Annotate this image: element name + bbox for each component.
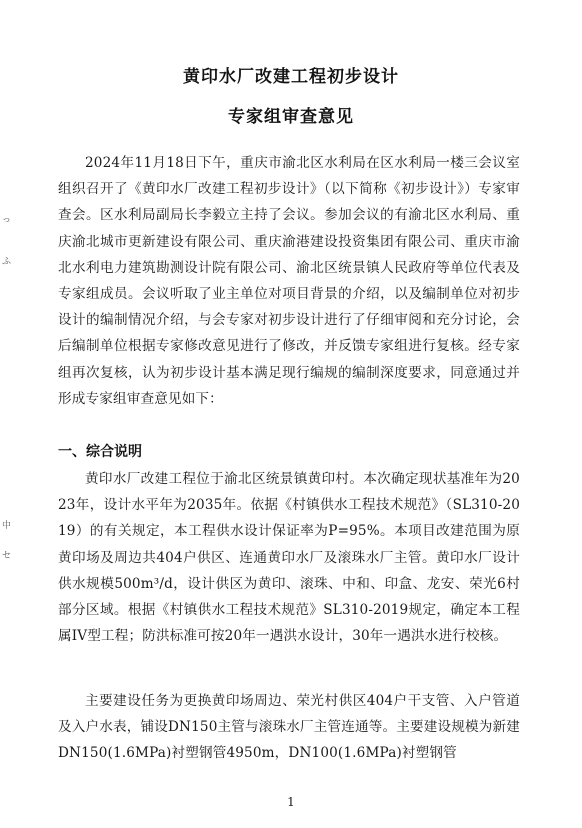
document-title: 黄印水厂改建工程初步设计 (183, 67, 399, 87)
paragraph-meeting-summary: 2024年11月18日下午，重庆市渝北区水利局在区水利局一楼三会议室组织召开了《黄印水厂改建工程初步设计》（以下简称《初步设计》）专家审查会。区水利局副局长李毅立主持了会议。参加会议的有渝北区水利局、重庆渝北城市更新建设有限公司、重庆渝港建设投资集团有限公司、重庆市渝北水利电力建筑勘测设计院有限公司、渝北区统景镇人民政府等单位代表及专家组成员。会议听取了业主单位对项目背景的介绍，以及编制单位对初步设计的编制情况介绍，与会专家对初步设计进行了仔细审阅和充分讨论，会后编制单位根据专家修改意见进行了修改，并反馈专家组进行复核。经专家组再次复核，认为初步设计基本满足现行编规的编制深度要求，同意通过并形成专家组审查意见如下： (58, 155, 520, 407)
document-subtitle: 专家组审查意见 (228, 107, 354, 127)
margin-mark: 中 (2, 521, 12, 531)
margin-mark: セ (2, 551, 12, 561)
margin-mark: ふ (2, 257, 12, 267)
section-heading-overview: 一、综合说明 (58, 444, 142, 460)
paragraph-construction-tasks: 主要建设任务为更换黄印场周边、荣光村供区404户干支管、入户管道及入户水表，铺设DN150主管与滚珠水厂主管连通等。主要建设规模为新建DN150(1.6MPa)衬塑钢管4950m，DN100(1.6MPa)衬塑钢管 (58, 693, 520, 762)
page-number: 1 (287, 795, 295, 809)
paragraph-project-overview: 黄印水厂改建工程位于渝北区统景镇黄印村。本次确定现状基准年为2023年，设计水平年为2035年。依据《村镇供水工程技术规范》（SL310-2019）的有关规定，本工程供水设计保证率为P=95%。本项目改建范围为原黄印场及周边共404户供区、连通黄印水厂及滚珠水厂主管。黄印水厂设计供水规模500m³/d，设计供区为黄印、滚珠、中和、印盒、龙安、荣光6村部分区域。根据《村镇供水工程技术规范》SL310-2019规定，确定本工程属IV型工程；防洪标准可按20年一遇洪水设计，30年一遇洪水进行校核。 (58, 471, 520, 645)
margin-mark: っ (2, 215, 12, 225)
